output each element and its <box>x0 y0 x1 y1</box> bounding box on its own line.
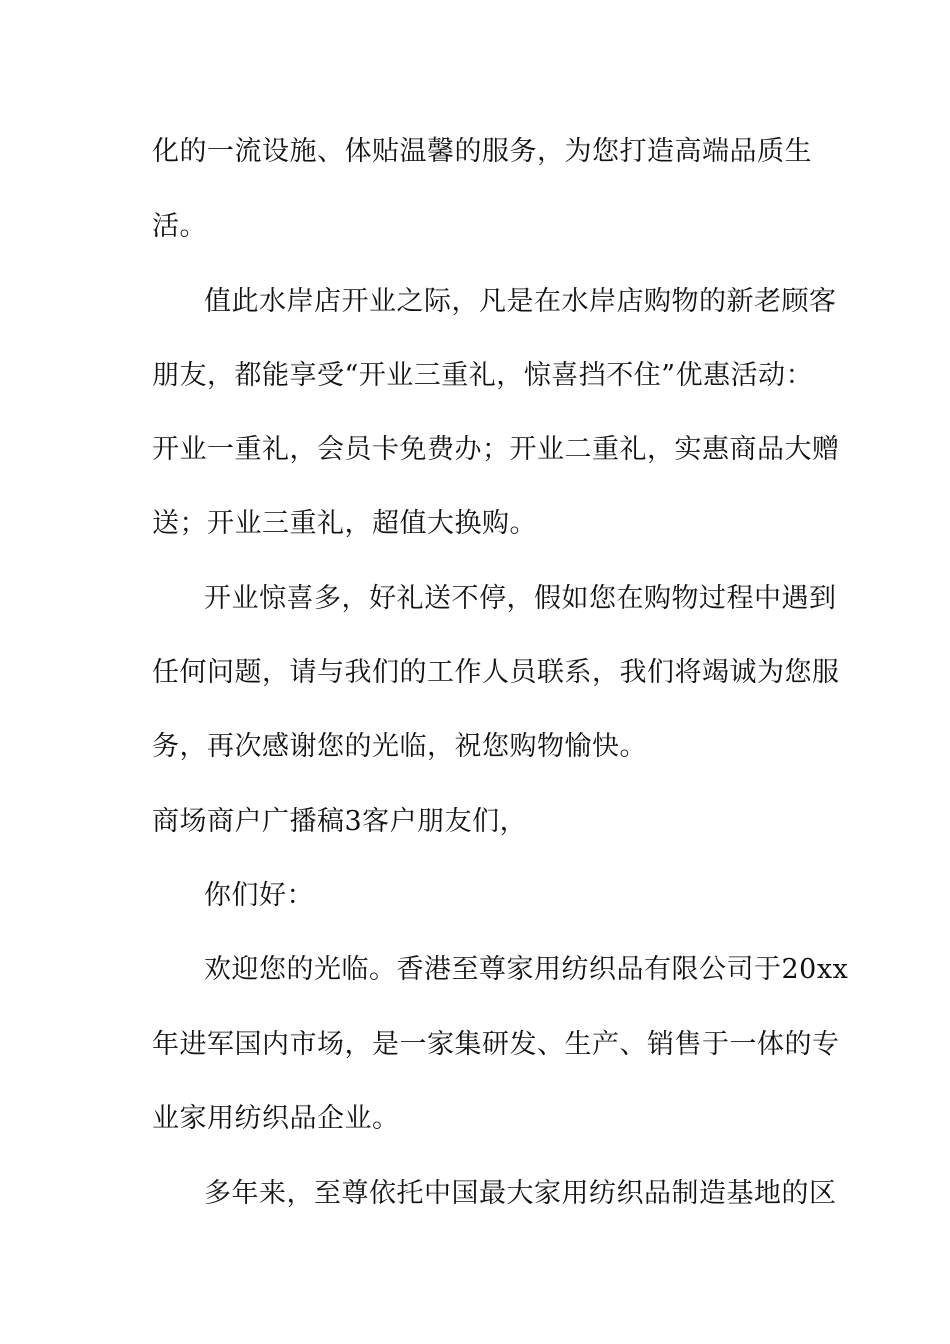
greeting: 你们好： <box>204 880 314 911</box>
text-line: 业家用纺织品企业。 <box>152 1103 400 1134</box>
text-line: 务，再次感谢您的光临，祝您购物愉快。 <box>152 731 647 762</box>
paragraph-first-line: 多年来，至尊依托中国最大家用纺织品制造基地的区 <box>204 1178 837 1209</box>
paragraph-first-line: 值此水岸店开业之际，凡是在水岸店购物的新老顾客 <box>204 286 837 317</box>
paragraph-first-line: 欢迎您的光临。香港至尊家用纺织品有限公司于20xx <box>204 954 849 985</box>
text-line: 开业一重礼，会员卡免费办；开业二重礼，实惠商品大赠 <box>152 434 840 465</box>
section-heading: 商场商户广播稿3客户朋友们， <box>152 806 528 837</box>
text-line: 年进军国内市场，是一家集研发、生产、销售于一体的专 <box>152 1029 840 1060</box>
paragraph-first-line: 开业惊喜多，好礼送不停，假如您在购物过程中遇到 <box>204 583 837 614</box>
text-line: 朋友，都能享受“开业三重礼，惊喜挡不住”优惠活动： <box>152 360 814 391</box>
text-line: 化的一流设施、体贴温馨的服务，为您打造高端品质生 <box>152 136 812 167</box>
text-line: 活。 <box>152 211 207 242</box>
text-line: 送；开业三重礼，超值大换购。 <box>152 508 537 539</box>
text-line: 任何问题，请与我们的工作人员联系，我们将竭诚为您服 <box>152 657 840 688</box>
